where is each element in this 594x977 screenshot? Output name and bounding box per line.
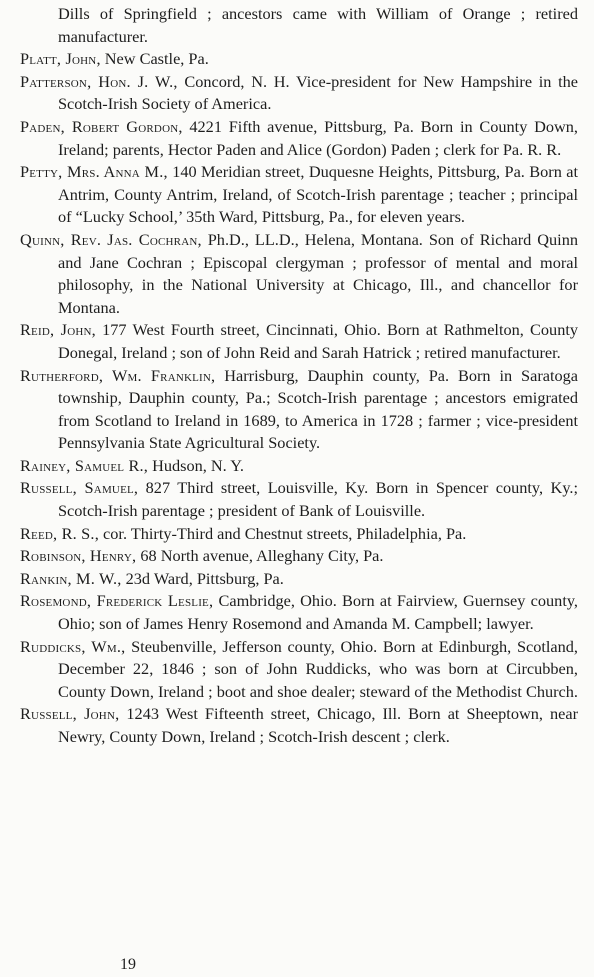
entry-paden [20, 116, 578, 161]
entry-text: cor. Thirty-Third and Chestnut streets, Philadelphia, Pa. [98, 523, 467, 543]
entry-text: 4221 Fifth avenue, Pittsburg, Pa. Born in County Down, Ireland; parents, Hector Paden and Alice (Gordon) Paden ; clerk for Pa. R. R. [58, 116, 578, 159]
entry-name: Platt, John, [20, 49, 101, 69]
entry-robinson [20, 545, 578, 568]
entry-reed [20, 523, 578, 546]
directory-page [20, 3, 578, 749]
entry-name: Rutherford, Wm. Franklin, [20, 365, 216, 385]
entry-text: 140 Meridian street, Duquesne Heights, Pittsburg, Pa. Born at Antrim, County Antrim, Ireland, of Scotch-Irish parentage ; teacher ; principal of “Lucky School,’ 35th Ward, Pittsburg, Pa., for eleven years. [58, 162, 578, 227]
entry-text: Dills of Springfield ; ancestors came with William of Orange ; retired manufacturer. [58, 4, 578, 46]
entry-text: New Castle, Pa. [100, 49, 209, 69]
entry-name: Quinn, Rev. Jas. Cochran, [20, 229, 202, 249]
entry-russell-samuel [20, 477, 578, 522]
entry-text: 827 Third street, Louisville, Ky. Born in Spencer county, Ky.; Scotch-Irish parentage ; president of Bank of Louisville. [58, 478, 578, 521]
entry-text: Hudson, N. Y. [148, 455, 244, 475]
entry-text: Steubenville, Jefferson county, Ohio. Born at Edinburgh, Scotland, December 22, 1846 ; son of John Ruddicks, who was born at Circubben, County Down, Ireland ; boot and shoe dealer; steward of the Methodist Church. [58, 636, 579, 701]
entry-text: Concord, N. H. Vice-president for New Hampshire in the Scotch-Irish Society of America. [58, 71, 578, 114]
entry-name: Ruddicks, Wm., [20, 636, 126, 656]
entry-name: Robinson, Henry, [20, 546, 137, 566]
entry-text: 23d Ward, Pittsburg, Pa. [121, 568, 284, 588]
entry-text: Cambridge, Ohio. Born at Fairview, Guernsey county, Ohio; son of James Henry Rosemond and Amanda M. Campbell; lawyer. [58, 591, 578, 634]
entry-name: Reid, John, [20, 320, 96, 340]
entry-name: Rosemond, Frederick Leslie, [20, 591, 214, 611]
entry-continuation [20, 3, 578, 48]
entry-ruddicks [20, 636, 578, 704]
entry-petty [20, 161, 578, 229]
entry-quinn [20, 229, 578, 319]
entry-name: Patterson, Hon. J. W., [20, 71, 178, 91]
entry-text: 1243 West Fifteenth street, Chicago, Ill. Born at Sheeptown, near Newry, County Down, Ireland ; Scotch-Irish descent ; clerk. [58, 704, 578, 746]
entry-text: 177 West Fourth street, Cincinnati, Ohio. Born at Rathmelton, County Donegal, Ireland ; son of John Reid and Sarah Hatrick ; retired manufacturer. [58, 320, 578, 362]
entry-name: Russell, John, [20, 704, 120, 724]
entry-name: Reed, R. S., [20, 523, 99, 543]
entry-name: Petty, Mrs. Anna M., [20, 162, 168, 182]
entry-rankin [20, 568, 578, 591]
entry-rutherford [20, 365, 578, 455]
entry-name: Russell, Samuel, [20, 478, 139, 498]
entry-text: 68 North avenue, Alleghany City, Pa. [136, 546, 384, 566]
entry-name: Paden, Robert Gordon, [20, 116, 183, 136]
entry-platt [20, 48, 578, 71]
entry-rainey [20, 455, 578, 478]
entry-patterson [20, 71, 578, 116]
entry-russell-john [20, 703, 578, 748]
entry-text: Ph.D., LL.D., Helena, Montana. Son of Richard Quinn and Jane Cochran ; Episcopal clergyman ; professor of mental and moral philosophy, in the National University at Chicago, Ill., and chancellor for Montana. [58, 229, 578, 317]
entry-name: Rankin, M. W., [20, 568, 122, 588]
entry-text: Harrisburg, Dauphin county, Pa. Born in Saratoga township, Dauphin county, Pa.; Scotch-Irish parentage ; ancestors emigrated from Scotland to Ireland in 1689, to America in 1728 ; farmer ; vice-president Pennsylvania State Agricultural Society. [58, 365, 579, 453]
page-number: 19 [120, 956, 136, 973]
entry-reid [20, 319, 578, 364]
entry-name: Rainey, Samuel R., [20, 455, 149, 475]
entry-rosemond [20, 590, 578, 635]
